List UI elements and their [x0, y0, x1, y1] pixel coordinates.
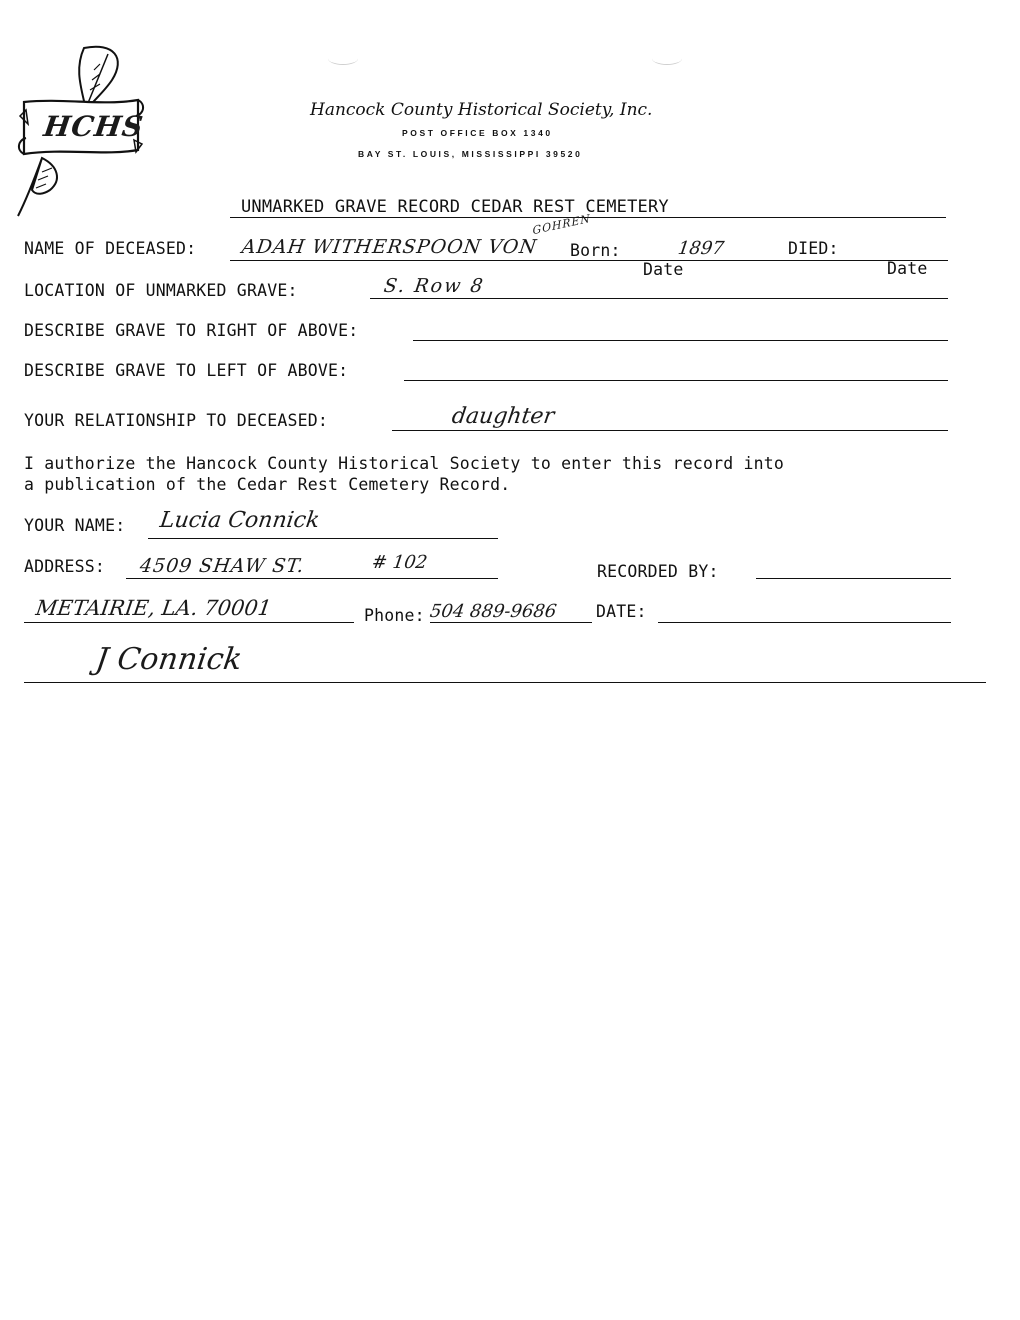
date-line[interactable] — [658, 622, 951, 623]
recorded-by-label: RECORDED BY: — [597, 562, 719, 581]
address-unit-value[interactable]: # 102 — [370, 552, 429, 573]
died-date-caption: Date — [887, 259, 928, 278]
your-name-value[interactable]: Lucia Connick — [158, 508, 322, 533]
location-value[interactable]: S. Row 8 — [382, 275, 487, 297]
signature-line — [24, 682, 986, 683]
address-value[interactable]: 4509 SHAW ST. — [138, 555, 306, 577]
grave-left-line[interactable] — [404, 380, 948, 381]
your-name-line — [148, 538, 498, 539]
born-label: Born: — [570, 241, 621, 260]
org-city: BAY ST. LOUIS, MISSISSIPPI 39520 — [358, 149, 583, 159]
recorded-by-line[interactable] — [756, 578, 951, 579]
org-name: Hancock County Historical Society, Inc. — [310, 100, 653, 120]
authorization-line-1: I authorize the Hancock County Historical Society to enter this record into — [24, 454, 785, 473]
authorization-line-2: a publication of the Cedar Rest Cemetery Record. — [24, 475, 511, 494]
location-line — [370, 298, 948, 299]
org-po-box: POST OFFICE BOX 1340 — [402, 128, 553, 138]
location-label: LOCATION OF UNMARKED GRAVE: — [24, 281, 298, 300]
address-label: ADDRESS: — [24, 557, 106, 576]
logo-monogram: HCHS — [41, 110, 146, 143]
date-label: DATE: — [596, 602, 647, 621]
born-year-value[interactable]: 1897 — [676, 238, 726, 259]
phone-value[interactable]: 504 889-9686 — [428, 601, 558, 622]
city-line — [24, 622, 354, 623]
hchs-logo — [14, 40, 154, 220]
died-label: DIED: — [788, 239, 839, 258]
punch-hole-mark-left — [328, 52, 358, 65]
punch-hole-mark-right — [652, 52, 682, 65]
phone-label: Phone: — [364, 606, 425, 625]
name-row-line — [230, 260, 948, 261]
deceased-name-value[interactable]: ADAH WITHERSPOON VON — [240, 236, 539, 258]
phone-line — [430, 622, 592, 623]
relationship-label: YOUR RELATIONSHIP TO DECEASED: — [24, 411, 329, 430]
deceased-name-above-value[interactable]: GOHREN — [532, 211, 592, 238]
form-title: UNMARKED GRAVE RECORD CEDAR REST CEMETERY — [241, 197, 669, 217]
grave-right-label: DESCRIBE GRAVE TO RIGHT OF ABOVE: — [24, 321, 359, 340]
grave-left-label: DESCRIBE GRAVE TO LEFT OF ABOVE: — [24, 361, 349, 380]
relationship-value[interactable]: daughter — [450, 404, 556, 429]
your-name-label: YOUR NAME: — [24, 516, 126, 535]
city-state-zip-value[interactable]: METAIRIE, LA. 70001 — [34, 596, 273, 620]
grave-right-line[interactable] — [413, 340, 948, 341]
address-line — [126, 578, 498, 579]
name-of-deceased-label: NAME OF DECEASED: — [24, 239, 197, 258]
born-date-caption: Date — [643, 260, 684, 279]
relationship-line — [392, 430, 948, 431]
signature-value: J Connick — [93, 642, 245, 677]
